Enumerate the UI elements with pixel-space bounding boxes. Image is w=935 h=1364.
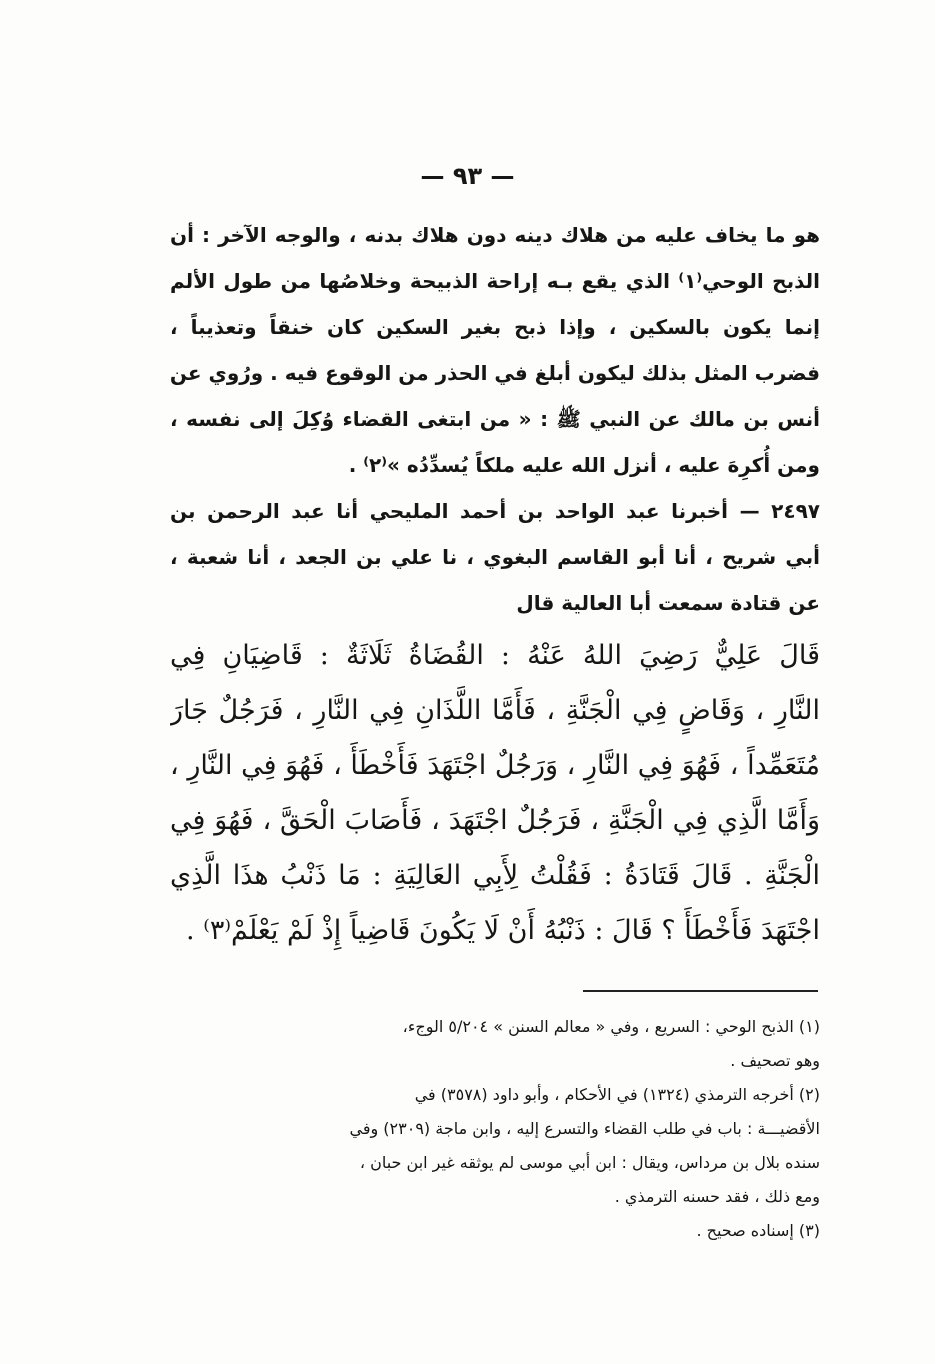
text-line: فضرب المثل بذلك ليكون أبلغ في الحذر من الوقوع فيه . ورُوي عن bbox=[170, 361, 820, 385]
hadith-line: وَأَمَّا الَّذِي فِي الْجَنَّةِ ، فَرَجُلٌ اجْتَهَدَ ، فَأَصَابَ الْحَقَّ ، فَهُوَ فِي bbox=[170, 805, 820, 836]
text-line: عن قتادة سمعت أبا العالية قال bbox=[516, 591, 820, 615]
hadith-line: قَالَ عَلِيٌّ رَضِيَ اللهُ عَنْهُ : القُضَاةُ ثَلَاثَةٌ : قَاضِيَانِ فِي bbox=[170, 640, 820, 671]
footnote-line: ومع ذلك ، فقد حسنه الترمذي . bbox=[614, 1187, 820, 1206]
footnote-line: سنده بلال بن مرداس، ويقال : ابن أبي موسى لم يوثقه غير ابن حبان ، bbox=[359, 1153, 820, 1172]
text-line: هو ما يخاف عليه من هلاك دينه دون هلاك بدنه ، والوجه الآخر : أن bbox=[170, 223, 820, 247]
footnote-line: (٣) إسناده صحيح . bbox=[696, 1221, 820, 1240]
hadith-line: اجْتَهَدَ فَأَخْطَأَ ؟ قَالَ : ذَنْبُهُ أَنْ لَا يَكُونَ قَاضِياً إِذْ لَمْ يَعْلَمْ⁽٣⁾ . bbox=[186, 915, 820, 946]
page-number: — ٩٣ — bbox=[420, 162, 515, 190]
footnote-line: الأقضيـــة : باب في طلب القضاء والتسرع إليه ، وابن ماجة (٢٣٠٩) وفي bbox=[349, 1119, 820, 1138]
text-line: أنس بن مالك عن النبي ﷺ : « من ابتغى القضاء وُكِلَ إلى نفسه ، bbox=[170, 407, 820, 431]
text-line: الذبح الوحي‌⁽١⁾ الذي يقع بـه إراحة الذبيحة وخلاصُها من طول الألم bbox=[170, 269, 820, 293]
footnote-line: وهو تصحيف . bbox=[730, 1051, 820, 1070]
isnad-paragraph bbox=[170, 488, 820, 626]
hadith-line: الْجَنَّةِ . قَالَ قَتَادَةُ : فَقُلْتُ لِأَبِي العَالِيَةِ : مَا ذَنْبُ هذَا الَّذِي bbox=[170, 860, 820, 891]
hadith-text bbox=[170, 628, 820, 958]
commentary-paragraph bbox=[170, 212, 820, 488]
text-line: أبي شريح ، أنا أبو القاسم البغوي ، نا علي بن الجعد ، أنا شعبة ، bbox=[170, 545, 820, 569]
hadith-line: مُتَعَمِّداً ، فَهُوَ فِي النَّارِ ، وَرَجُلٌ اجْتَهَدَ فَأَخْطَأَ ، فَهُوَ فِي النَّارِ ، bbox=[170, 750, 820, 781]
footnotes bbox=[170, 1010, 820, 1248]
footnote-line: (١) الذبح الوحي : السريع ، وفي « معالم السنن » ٥/٢٠٤ الوجء، bbox=[402, 1017, 820, 1036]
text-line: إنما يكون بالسكين ، وإذا ذبح بغير السكين كان خنقاً وتعذيباً ، bbox=[170, 315, 820, 339]
hadith-line: النَّارِ ، وَقَاضٍ فِي الْجَنَّةِ ، فَأَمَّا اللَّذَانِ فِي النَّارِ ، فَرَجُلٌ جَارَ bbox=[170, 695, 820, 726]
text-line: ٢٤٩٧ — أخبرنا عبد الواحد بن أحمد المليحي أنا عبد الرحمن بن bbox=[170, 499, 820, 523]
footnote-line: (٢) أخرجه الترمذي (١٣٢٤) في الأحكام ، وأبو داود (٣٥٧٨) في bbox=[414, 1085, 820, 1104]
text-line: ومن أُكرِهَ عليه ، أنزل الله عليه ملكاً يُسدِّدُه »⁽٢⁾ . bbox=[348, 453, 820, 477]
footnote-divider bbox=[583, 990, 818, 992]
